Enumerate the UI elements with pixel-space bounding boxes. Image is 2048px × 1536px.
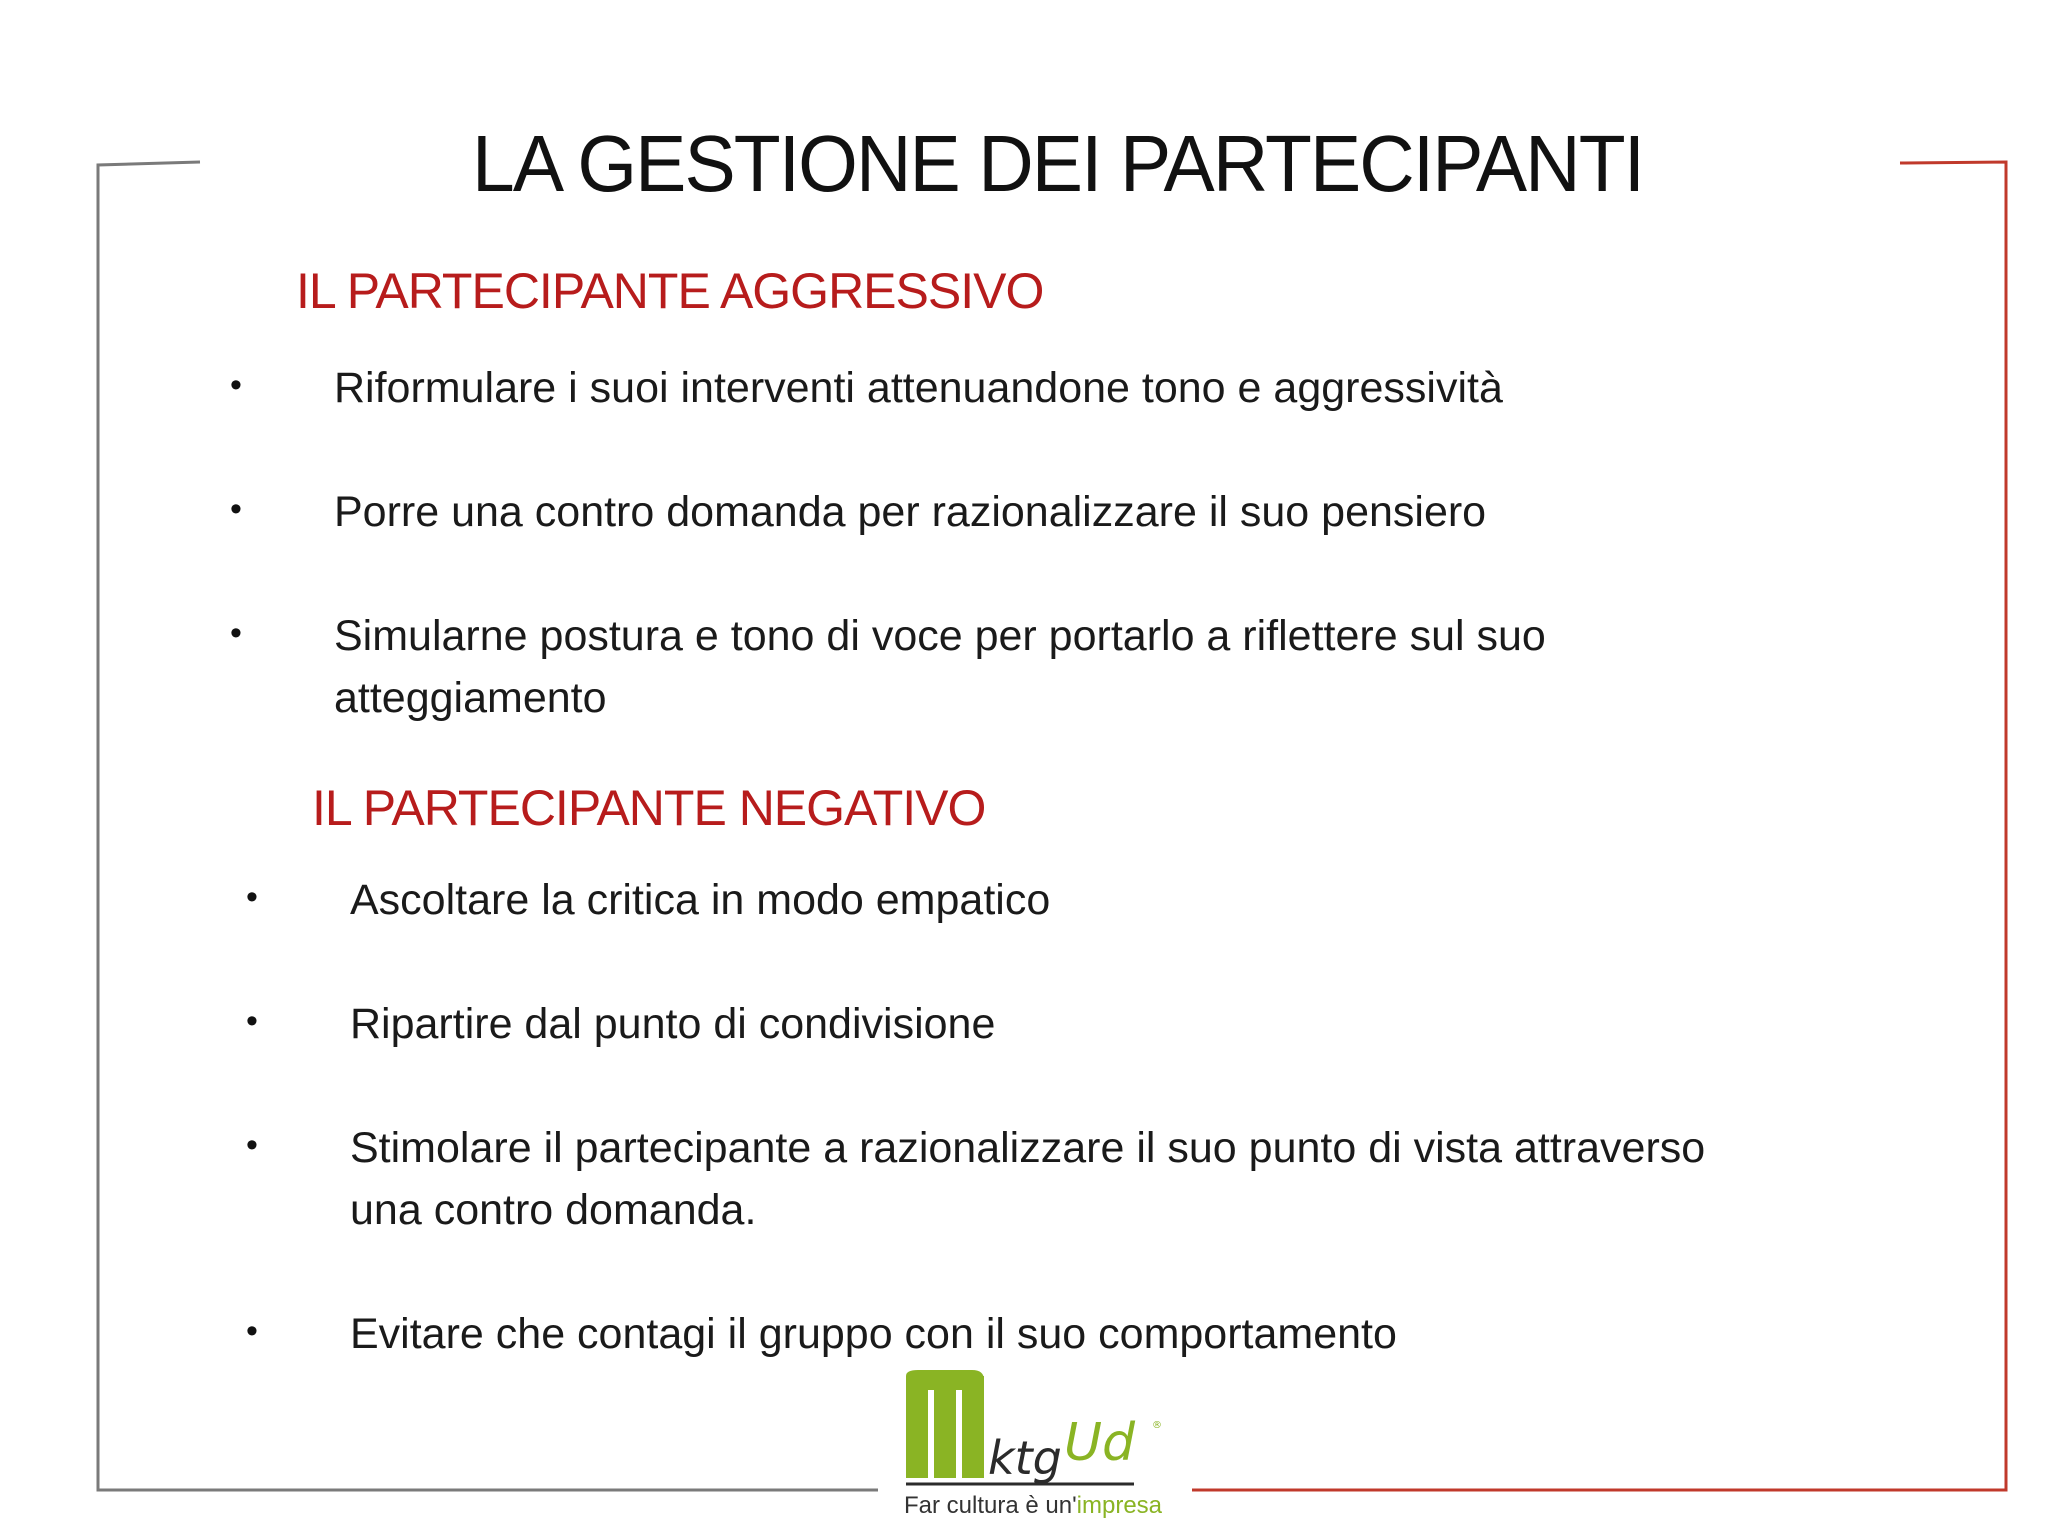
list-item: Porre una contro domanda per razionalizzare il suo pensiero	[334, 488, 1487, 536]
list-item: Ascoltare la critica in modo empatico	[350, 876, 1051, 924]
list-item: Stimolare il partecipante a razionalizzare il suo punto di vista attraverso una contro domanda.	[350, 1124, 1706, 1234]
logo-m-mark	[906, 1370, 984, 1478]
bullet-dot-icon: •	[246, 1312, 258, 1350]
bullet-dot-icon: •	[230, 614, 242, 652]
slide-title: LA GESTIONE DEI PARTECIPANTI	[472, 119, 1644, 208]
list-item: Evitare che contagi il gruppo con il suo comportamento	[350, 1310, 1397, 1358]
bullet-dot-icon: •	[230, 490, 242, 528]
bullet-dot-icon: •	[246, 1126, 258, 1164]
list-item: Riformulare i suoi interventi attenuandone tono e aggressività	[334, 364, 1503, 412]
list-item: Ripartire dal punto di condivisione	[350, 1000, 996, 1048]
section-heading-negative: IL PARTECIPANTE NEGATIVO	[312, 780, 986, 836]
bullet-dot-icon: •	[230, 366, 242, 404]
bullet-dot-icon: •	[246, 1002, 258, 1040]
logo-registered-mark: ®	[1152, 1420, 1162, 1431]
bullet-dot-icon: •	[246, 878, 258, 916]
logo-tagline: Far cultura è un'impresa	[904, 1492, 1163, 1519]
logo-ud-text: Ud	[1064, 1413, 1136, 1473]
list-item: Simularne postura e tono di voce per portarlo a riflettere sul suo atteggiamento	[334, 612, 1546, 722]
logo-ktg-text: ktg	[988, 1431, 1062, 1485]
section-heading-aggressive: IL PARTECIPANTE AGGRESSIVO	[296, 263, 1044, 319]
